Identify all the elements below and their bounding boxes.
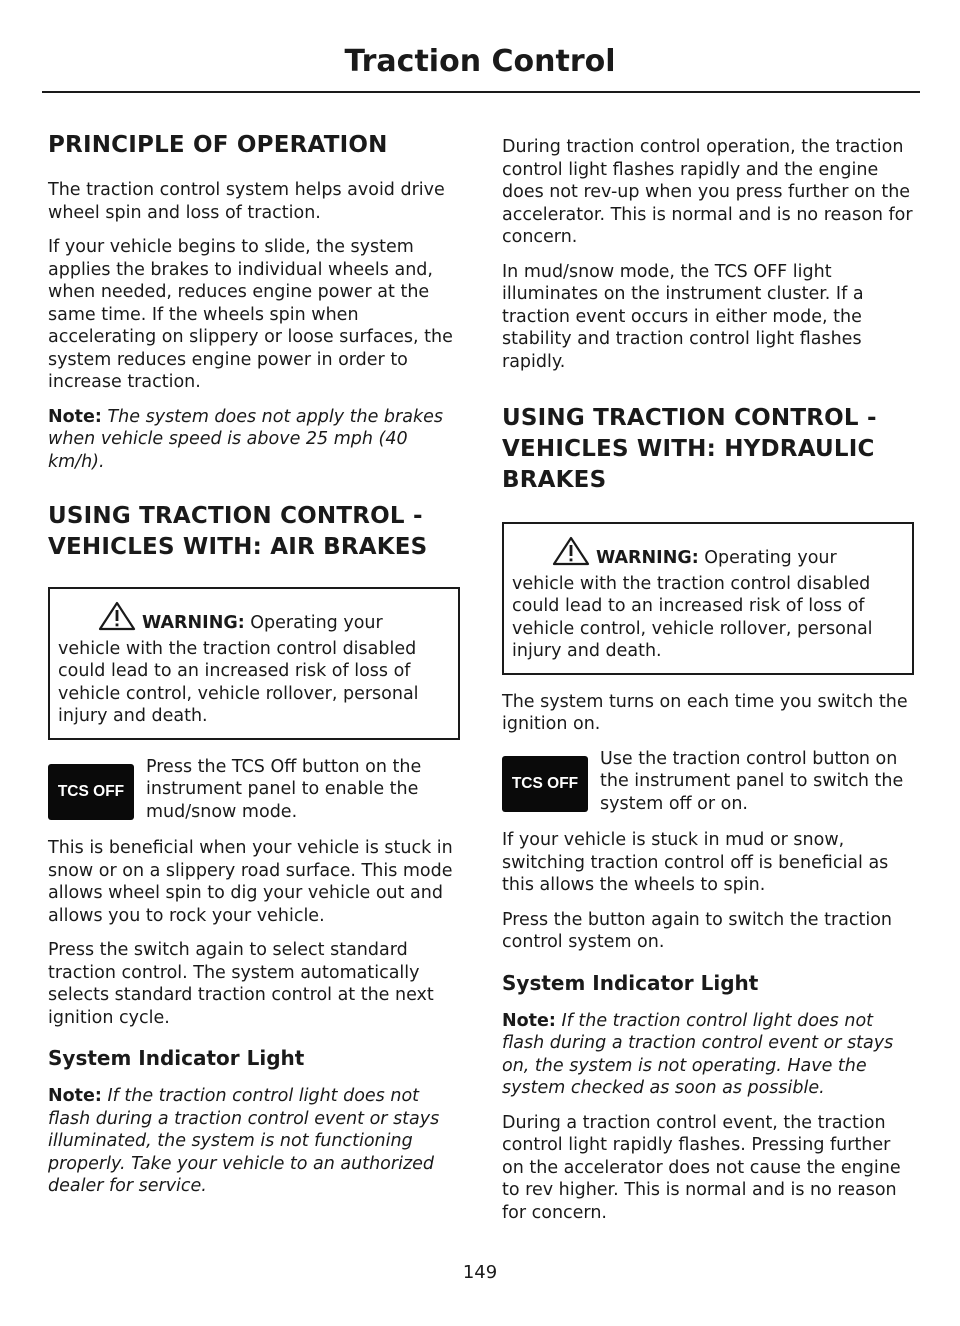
note-label: Note: (48, 1086, 102, 1106)
left-column (48, 130, 460, 1210)
paragraph: This is beneficial when your vehicle is stuck in snow or on a slippery road surface. This mode allows wheel spin to dig your vehicle out and allows you to rock your vehicle. (48, 838, 453, 926)
note (502, 1010, 914, 1100)
warning-box (48, 587, 460, 740)
paragraph: The system turns on each time you switch the ignition on. (502, 691, 908, 734)
heading-hydraulic-brakes: USING TRACTION CONTROL - VEHICLES WITH: HYDRAULIC BRAKES (502, 405, 877, 493)
warning-label: WARNING: (142, 613, 245, 633)
page-number: 149 (462, 1262, 498, 1283)
warning-text: Operating your vehicle with the traction control disabled could lead to an increased risk of loss of vehicle control, vehicle rollover, personal injury and death. (58, 613, 419, 726)
heading-air-brakes: USING TRACTION CONTROL - VEHICLES WITH: AIR BRAKES (48, 503, 428, 560)
warning-triangle-icon (98, 601, 136, 638)
tcs-off-instruction (48, 756, 460, 824)
tcs-off-text: Press the TCS Off button on the instrument panel to enable the mud/snow mode. (146, 756, 422, 822)
heading-principle-of-operation: PRINCIPLE OF OPERATION (48, 132, 388, 158)
note (48, 406, 460, 474)
warning-box (502, 522, 914, 675)
note-text: If the traction control light does not flash during a traction control event or stays on, the system is not operating. Have the system checked as soon as possible. (502, 1010, 894, 1098)
tcs-off-text: Use the traction control button on the instrument panel to switch the system off or on. (600, 748, 904, 814)
note-label: Note: (502, 1010, 556, 1031)
tcs-off-button-icon: TCS OFF (48, 764, 134, 820)
note-text: The system does not apply the brakes when vehicle speed is above 25 mph (40 km/h). (48, 406, 443, 472)
paragraph: During traction control operation, the traction control light flashes rapidly and the engine does not rev-up when you press further on the accelerator. This is normal and is no reason for concern. (502, 137, 913, 247)
paragraph: Press the button again to switch the traction control system on. (502, 909, 893, 952)
warning-label: WARNING: (596, 548, 699, 568)
right-column (502, 136, 914, 1236)
paragraph: During a traction control event, the traction control light rapidly flashes. Pressing further on the accelerator does not cause the engine to rev higher. This is normal and is no reason for concern. (502, 1112, 901, 1223)
warning-triangle-icon (552, 536, 590, 573)
paragraph: In mud/snow mode, the TCS OFF light illuminates on the instrument cluster. If a traction event occurs in either mode, the stability and traction control light flashes rapidly. (502, 261, 864, 372)
tcs-off-instruction (502, 748, 914, 816)
note-label: Note: (48, 406, 102, 427)
page-title: Traction Control (344, 44, 616, 79)
paragraph: If your vehicle is stuck in mud or snow, switching traction control off is beneficial as this allows the wheels to spin. (502, 830, 889, 895)
paragraph: If your vehicle begins to slide, the system applies the brakes to individual wheels and, when needed, reduces engine power at the same time. If the wheels spin when accelerating on slippery or loose surfaces, the system reduces engine power in order to increase traction. (48, 237, 453, 392)
note-text: If the traction control light does not flash during a traction control event or stays illuminated, the system is not functioning properly. Take your vehicle to an authorized dealer for service. (48, 1086, 440, 1196)
heading-system-indicator-light: System Indicator Light (48, 1046, 305, 1070)
tcs-off-button-icon: TCS OFF (502, 756, 588, 812)
paragraph: The traction control system helps avoid drive wheel spin and loss of traction. (48, 180, 445, 223)
warning-text: Operating your vehicle with the traction control disabled could lead to an increased risk of loss of vehicle control, vehicle rollover, personal injury and death. (512, 548, 873, 661)
header-divider (42, 91, 920, 93)
paragraph: Press the switch again to select standard traction control. The system automatically selects standard traction control at the next ignition cycle. (48, 940, 434, 1028)
note (48, 1085, 460, 1198)
heading-system-indicator-light: System Indicator Light (502, 970, 759, 995)
